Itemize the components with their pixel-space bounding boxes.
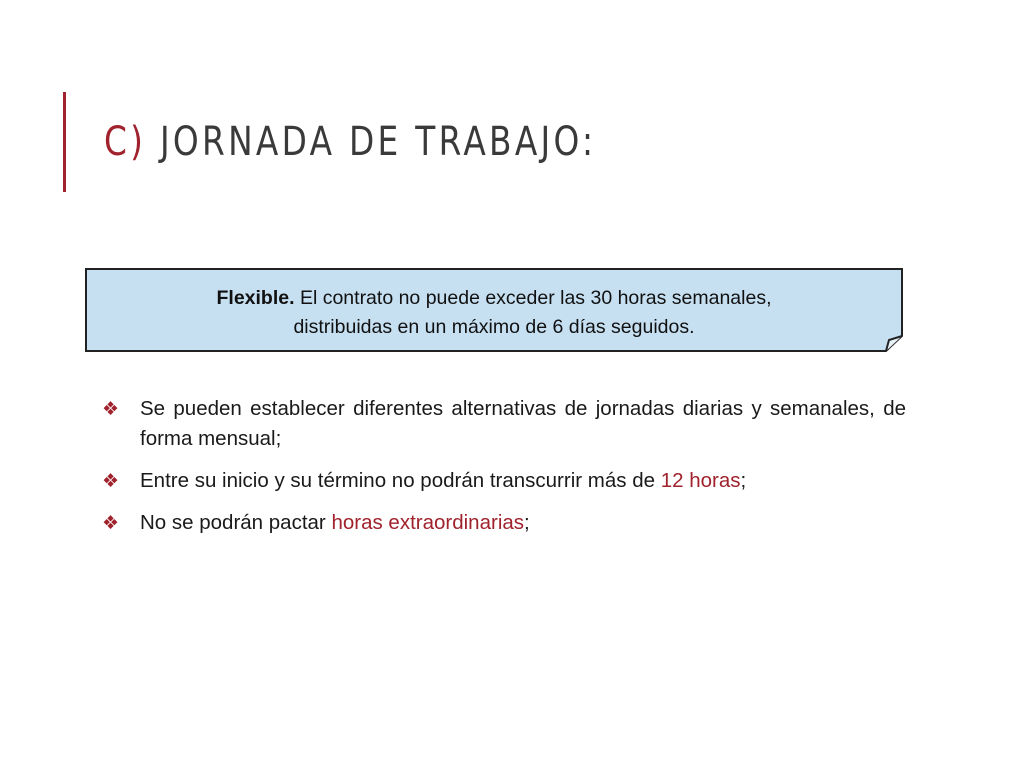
diamond-bullet-icon: ❖ bbox=[102, 513, 120, 534]
title-main: JORNADA DE TRABAJO: bbox=[159, 119, 597, 165]
slide-title bbox=[104, 119, 597, 165]
bullet-text: Se pueden establecer diferentes alternativas de jornadas diarias y semanales, de forma mensual; bbox=[140, 397, 906, 450]
callout-line-1: El contrato no puede exceder las 30 horas semanales, bbox=[299, 287, 772, 309]
bullet-text-end: ; bbox=[524, 511, 530, 534]
bullet-highlight-12-horas: 12 horas bbox=[660, 469, 741, 492]
bullet-text: Entre su inicio y su término no podrán transcurrir más de bbox=[140, 469, 661, 492]
title-prefix: C) bbox=[104, 119, 147, 165]
bullet-text: No se podrán pactar bbox=[140, 511, 332, 534]
bullet-item-1 bbox=[100, 394, 906, 454]
bullet-text-end: ; bbox=[740, 469, 747, 492]
diamond-bullet-icon: ❖ bbox=[102, 399, 120, 420]
bullet-item-2 bbox=[100, 466, 906, 496]
bullet-highlight-horas-extraordinarias: horas extraordinarias bbox=[331, 511, 525, 534]
callout-bold-lead: Flexible. bbox=[216, 287, 295, 309]
diamond-bullet-icon: ❖ bbox=[102, 471, 120, 492]
callout-line-2: distribuidas en un máximo de 6 días seguidos. bbox=[293, 316, 695, 338]
bullet-list bbox=[100, 394, 906, 550]
title-accent-bar bbox=[63, 92, 66, 192]
callout-box bbox=[85, 268, 903, 352]
callout-text bbox=[105, 284, 883, 342]
bullet-item-3 bbox=[100, 508, 906, 538]
